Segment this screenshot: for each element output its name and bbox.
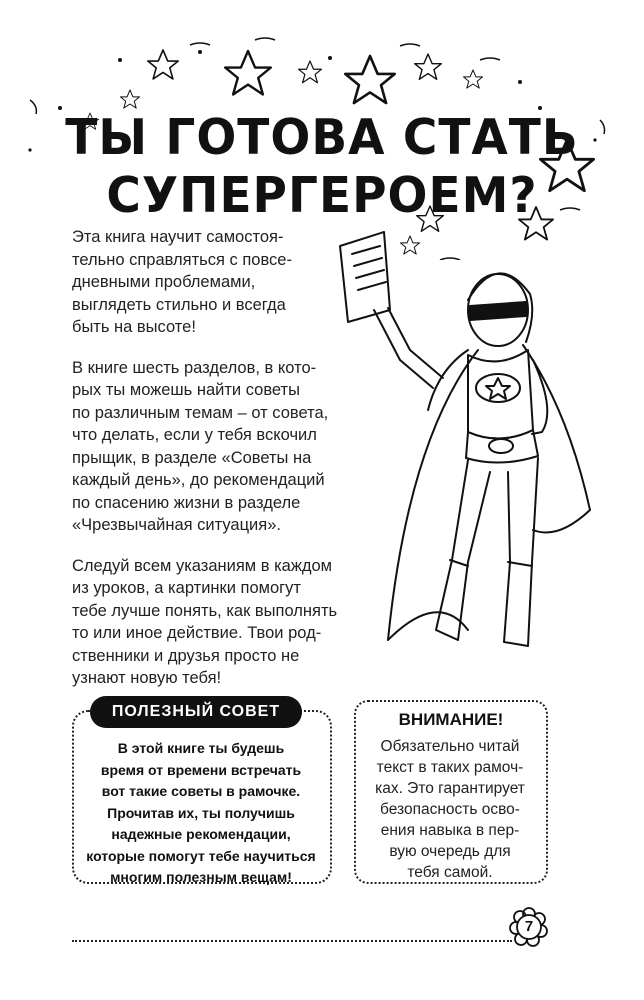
footer-divider	[72, 940, 512, 942]
page-number: 7	[524, 918, 534, 935]
warning-text: Обязательно читай текст в таких рамоч- ках. Это гарантирует безопасность осво- ения навыка в пер- вую очередь для тебя самой.	[375, 738, 525, 881]
paragraph-3: Следуй всем указаниям в каждом из уроков, а картинки помогут тебе лучше понять, как выполнять то или иное действие. Твои род- ственники и друзья просто не узнают новую тебя!	[72, 556, 338, 687]
page-title-line1: ТЫ ГОТОВА СТАТЬ	[65, 108, 579, 167]
superhero-girl-illustration	[318, 210, 608, 690]
warning-label: ВНИМАНИЕ!	[398, 710, 504, 729]
paragraph-2: В книге шесть разделов, в кото- рых ты можешь найти советы по различным темам – от совета, что делать, если у тебя вскочил прыщик, в разделе «Советы на каждый день», до рекомендаций по спасению жизни в разделе «Чрезвычайная ситуация».	[72, 358, 329, 534]
tip-label: ПОЛЕЗНЫЙ СОВЕТ	[90, 696, 302, 728]
page-title-line2: СУПЕРГЕРОЕМ?	[106, 166, 538, 225]
tip-text: В этой книге ты будешь время от времени встречать вот такие советы в рамочке. Прочитав их, ты получишь надежные рекомендации, которые помогут тебе научиться многим полезным вещам!	[86, 740, 316, 885]
paragraph-1: Эта книга научит самостоя- тельно справляться с повсе- дневными проблемами, выглядеть стильно и всегда быть на высоте!	[72, 228, 292, 336]
